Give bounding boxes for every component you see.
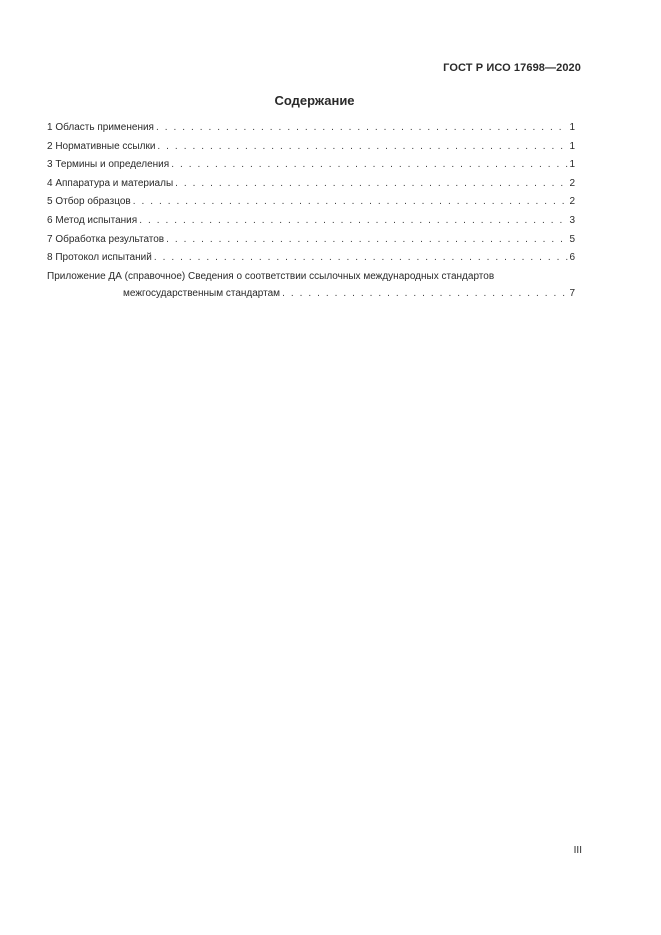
toc-dot-leader: [156, 122, 568, 133]
toc-entry-label: 5 Отбор образцов: [47, 196, 131, 208]
toc-entry[interactable]: [47, 252, 575, 271]
toc-entry-label: 6 Метод испытания: [47, 214, 138, 226]
toc-annex-title-line2: межгосударственным стандартам: [123, 287, 281, 299]
toc-entry[interactable]: [47, 234, 575, 253]
toc-entry[interactable]: [47, 215, 575, 234]
toc-entry-label: 8 Протокол испытаний: [47, 252, 152, 264]
toc-annex-title-line1: Приложение ДА (справочное) Сведения о соответствии ссылочных международных стандартов: [47, 270, 495, 282]
toc-entry-label: 1 Область применения: [47, 122, 154, 133]
toc-dot-leader: [157, 141, 568, 152]
toc-entry-page: 1: [569, 140, 575, 152]
toc-entry[interactable]: [47, 178, 575, 197]
toc-entry[interactable]: [47, 122, 575, 141]
toc-annex-page: 7: [569, 287, 575, 299]
toc-entry[interactable]: [47, 196, 575, 215]
toc-entry-page: 2: [569, 196, 575, 208]
toc-dot-leader: [175, 178, 568, 189]
toc-entry-page: 6: [569, 252, 575, 264]
toc-entry-page: 2: [569, 177, 575, 189]
toc-dot-leader: [133, 196, 569, 207]
table-of-contents: [47, 122, 575, 299]
toc-title: Содержание: [274, 93, 355, 108]
page-number: III: [573, 845, 582, 856]
toc-dot-leader: [139, 215, 568, 226]
toc-annex-line2-row: [47, 288, 575, 299]
toc-dot-leader: [171, 159, 568, 170]
toc-entry-page: 1: [569, 159, 575, 171]
toc-entry[interactable]: [47, 141, 575, 160]
document-code: ГОСТ Р ИСО 17698—2020: [443, 62, 581, 74]
toc-entry-label: 7 Обработка результатов: [47, 233, 165, 245]
toc-entry-page: 5: [569, 233, 575, 245]
toc-entry-label: 2 Нормативные ссылки: [47, 140, 156, 152]
toc-dot-leader: [282, 288, 568, 299]
toc-annex-entry[interactable]: [47, 271, 575, 299]
toc-dot-leader: [166, 234, 568, 245]
toc-entry-page: 3: [569, 214, 575, 226]
toc-entry-page: 1: [569, 122, 575, 133]
toc-entry[interactable]: [47, 159, 575, 178]
toc-entry-label: 4 Аппаратура и материалы: [47, 177, 174, 189]
toc-entry-label: 3 Термины и определения: [47, 159, 170, 171]
toc-dot-leader: [154, 252, 569, 263]
